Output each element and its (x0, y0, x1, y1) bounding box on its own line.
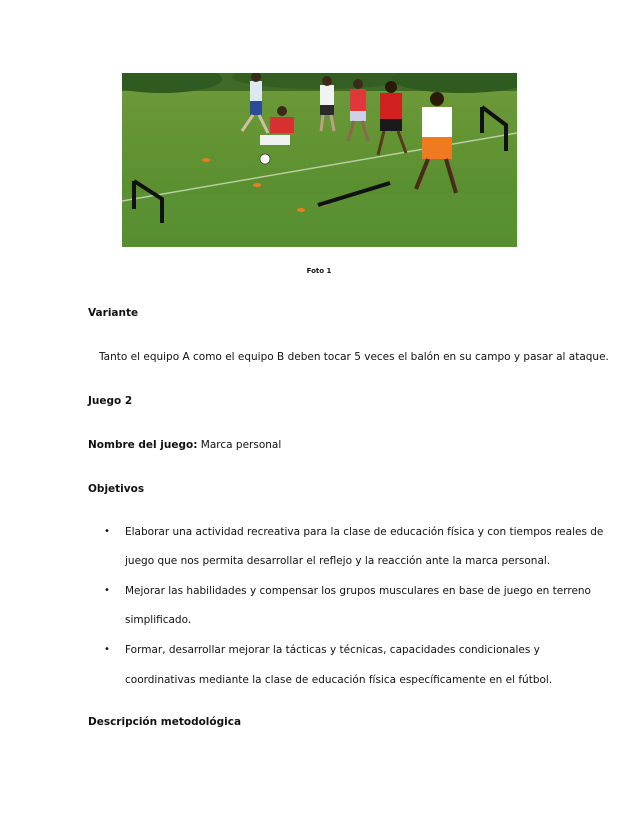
objective-3-line-1: Formar, desarrollar mejorar la tácticas y técnicas, capacidades condicionales y (125, 644, 540, 656)
objective-3-line-2: coordinativas mediante la clase de educación física específicamente en el fútbol. (125, 674, 553, 686)
objective-1-line-2: juego que nos permita desarrollar el reflejo y la reacción ante la marca personal. (125, 555, 551, 567)
bullet-icon: • (104, 585, 110, 596)
bullet-icon: • (104, 644, 110, 655)
objectives-heading: Objetivos (88, 483, 145, 495)
variant-heading: Variante (88, 307, 139, 319)
soccer-photo-illustration (122, 73, 517, 247)
methodology-heading: Descripción metodológica (88, 716, 242, 728)
photo-caption: Foto 1 (306, 267, 332, 275)
game-name-value: Marca personal (200, 439, 282, 451)
objective-1-line-1: Elaborar una actividad recreativa para la clase de educación física y con tiempos reales de (125, 526, 604, 538)
bullet-icon: • (104, 526, 110, 537)
game-heading: Juego 2 (88, 395, 133, 407)
game-name-label: Nombre del juego: (88, 439, 198, 451)
objective-2-line-1: Mejorar las habilidades y compensar los grupos musculares en base de juego en terreno (125, 585, 591, 597)
soccer-photo (122, 73, 517, 247)
variant-text: Tanto el equipo A como el equipo B deben tocar 5 veces el balón en su campo y pasar al ataque. (99, 351, 609, 363)
game-name-line (88, 439, 281, 451)
objective-2-line-2: simplificado. (125, 614, 192, 626)
